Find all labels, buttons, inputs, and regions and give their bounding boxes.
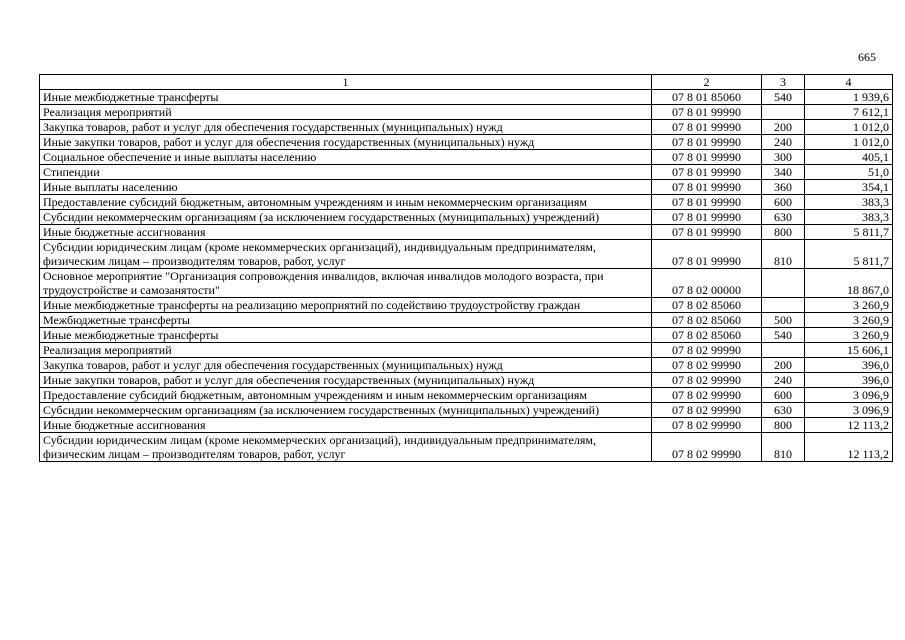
row-amount-cell: 396,0 <box>805 373 893 388</box>
row-amount-cell: 3 096,9 <box>805 388 893 403</box>
row-code-cell: 07 8 01 99990 <box>652 150 762 165</box>
row-amount-cell: 5 811,7 <box>805 225 893 240</box>
table-row <box>40 298 893 313</box>
row-amount-cell: 3 260,9 <box>805 298 893 313</box>
row-code-cell: 07 8 02 85060 <box>652 298 762 313</box>
table-row <box>40 388 893 403</box>
row-amount-cell: 51,0 <box>805 165 893 180</box>
table-row <box>40 120 893 135</box>
row-expense-type-cell: 810 <box>762 240 805 269</box>
row-name-cell: Иные выплаты населению <box>40 180 652 195</box>
row-name-cell: Предоставление субсидий бюджетным, автономным учреждениям и иным некоммерческим организациям <box>40 388 652 403</box>
row-expense-type-cell: 500 <box>762 313 805 328</box>
row-code-cell: 07 8 01 99990 <box>652 105 762 120</box>
row-name-cell: Иные межбюджетные трансферты <box>40 328 652 343</box>
row-expense-type-cell: 600 <box>762 388 805 403</box>
column-header-name: 1 <box>40 75 652 90</box>
table-row <box>40 313 893 328</box>
row-amount-cell: 396,0 <box>805 358 893 373</box>
row-name-cell: Субсидии юридическим лицам (кроме некоммерческих организаций), индивидуальным предпринимателям, физическим лицам – производителям товаров, работ, услуг <box>40 433 652 462</box>
row-code-cell: 07 8 01 99990 <box>652 225 762 240</box>
row-amount-cell: 3 260,9 <box>805 328 893 343</box>
row-name-cell: Субсидии юридическим лицам (кроме некоммерческих организаций), индивидуальным предпринимателям, физическим лицам – производителям товаров, работ, услуг <box>40 240 652 269</box>
row-name-cell: Предоставление субсидий бюджетным, автономным учреждениям и иным некоммерческим организациям <box>40 195 652 210</box>
table-row <box>40 210 893 225</box>
row-name-cell: Закупка товаров, работ и услуг для обеспечения государственных (муниципальных) нужд <box>40 120 652 135</box>
row-expense-type-cell: 540 <box>762 328 805 343</box>
table-row <box>40 105 893 120</box>
table-header-row <box>40 75 893 90</box>
row-code-cell: 07 8 02 99990 <box>652 373 762 388</box>
row-amount-cell: 15 606,1 <box>805 343 893 358</box>
table-row <box>40 418 893 433</box>
row-expense-type-cell: 800 <box>762 225 805 240</box>
row-amount-cell: 1 012,0 <box>805 135 893 150</box>
table-row <box>40 269 893 298</box>
row-amount-cell: 18 867,0 <box>805 269 893 298</box>
row-code-cell: 07 8 01 99990 <box>652 195 762 210</box>
row-code-cell: 07 8 02 99990 <box>652 403 762 418</box>
table-row <box>40 240 893 269</box>
row-name-cell: Иные бюджетные ассигнования <box>40 225 652 240</box>
column-header-expense-type: 3 <box>762 75 805 90</box>
row-amount-cell: 1 012,0 <box>805 120 893 135</box>
row-amount-cell: 5 811,7 <box>805 240 893 269</box>
table-row <box>40 373 893 388</box>
row-code-cell: 07 8 02 99990 <box>652 388 762 403</box>
row-amount-cell: 12 113,2 <box>805 433 893 462</box>
table-row <box>40 433 893 462</box>
row-code-cell: 07 8 02 85060 <box>652 313 762 328</box>
row-code-cell: 07 8 02 85060 <box>652 328 762 343</box>
table-row <box>40 180 893 195</box>
table-row <box>40 150 893 165</box>
row-amount-cell: 383,3 <box>805 195 893 210</box>
table-row <box>40 225 893 240</box>
row-expense-type-cell: 800 <box>762 418 805 433</box>
row-code-cell: 07 8 01 99990 <box>652 210 762 225</box>
row-amount-cell: 405,1 <box>805 150 893 165</box>
row-name-cell: Реализация мероприятий <box>40 343 652 358</box>
row-name-cell: Иные межбюджетные трансферты <box>40 90 652 105</box>
row-name-cell: Закупка товаров, работ и услуг для обеспечения государственных (муниципальных) нужд <box>40 358 652 373</box>
row-amount-cell: 3 096,9 <box>805 403 893 418</box>
row-code-cell: 07 8 02 00000 <box>652 269 762 298</box>
table-row <box>40 343 893 358</box>
row-code-cell: 07 8 01 99990 <box>652 135 762 150</box>
row-amount-cell: 12 113,2 <box>805 418 893 433</box>
row-code-cell: 07 8 01 99990 <box>652 120 762 135</box>
row-code-cell: 07 8 02 99990 <box>652 433 762 462</box>
row-name-cell: Основное мероприятие "Организация сопровождения инвалидов, включая инвалидов молодого возраста, при трудоустройстве и самозанятости" <box>40 269 652 298</box>
page-number: 665 <box>858 50 876 64</box>
row-expense-type-cell: 240 <box>762 373 805 388</box>
row-expense-type-cell: 630 <box>762 403 805 418</box>
row-amount-cell: 383,3 <box>805 210 893 225</box>
table-row <box>40 403 893 418</box>
row-amount-cell: 1 939,6 <box>805 90 893 105</box>
row-expense-type-cell: 600 <box>762 195 805 210</box>
row-name-cell: Субсидии некоммерческим организациям (за исключением государственных (муниципальных) учреждений) <box>40 403 652 418</box>
row-expense-type-cell: 240 <box>762 135 805 150</box>
row-name-cell: Реализация мероприятий <box>40 105 652 120</box>
row-code-cell: 07 8 01 99990 <box>652 240 762 269</box>
row-name-cell: Иные закупки товаров, работ и услуг для обеспечения государственных (муниципальных) нужд <box>40 373 652 388</box>
row-code-cell: 07 8 02 99990 <box>652 418 762 433</box>
table-row <box>40 165 893 180</box>
row-expense-type-cell: 300 <box>762 150 805 165</box>
row-expense-type-cell: 200 <box>762 358 805 373</box>
row-code-cell: 07 8 01 99990 <box>652 165 762 180</box>
row-name-cell: Межбюджетные трансферты <box>40 313 652 328</box>
table-row <box>40 195 893 210</box>
row-expense-type-cell <box>762 269 805 298</box>
row-code-cell: 07 8 01 99990 <box>652 180 762 195</box>
row-expense-type-cell <box>762 105 805 120</box>
row-code-cell: 07 8 02 99990 <box>652 343 762 358</box>
table-row <box>40 358 893 373</box>
row-amount-cell: 3 260,9 <box>805 313 893 328</box>
budget-table <box>39 74 893 462</box>
table-row <box>40 135 893 150</box>
table-row <box>40 90 893 105</box>
row-expense-type-cell: 630 <box>762 210 805 225</box>
row-name-cell: Иные межбюджетные трансферты на реализацию мероприятий по содействию трудоустройству граждан <box>40 298 652 313</box>
row-name-cell: Стипендии <box>40 165 652 180</box>
row-expense-type-cell: 810 <box>762 433 805 462</box>
row-expense-type-cell <box>762 343 805 358</box>
row-expense-type-cell: 340 <box>762 165 805 180</box>
row-code-cell: 07 8 02 99990 <box>652 358 762 373</box>
table-row <box>40 328 893 343</box>
row-name-cell: Субсидии некоммерческим организациям (за исключением государственных (муниципальных) учреждений) <box>40 210 652 225</box>
row-expense-type-cell: 360 <box>762 180 805 195</box>
row-name-cell: Иные бюджетные ассигнования <box>40 418 652 433</box>
row-amount-cell: 354,1 <box>805 180 893 195</box>
row-expense-type-cell: 200 <box>762 120 805 135</box>
row-expense-type-cell <box>762 298 805 313</box>
column-header-amount: 4 <box>805 75 893 90</box>
row-name-cell: Иные закупки товаров, работ и услуг для обеспечения государственных (муниципальных) нужд <box>40 135 652 150</box>
row-amount-cell: 7 612,1 <box>805 105 893 120</box>
row-name-cell: Социальное обеспечение и иные выплаты населению <box>40 150 652 165</box>
column-header-code: 2 <box>652 75 762 90</box>
row-expense-type-cell: 540 <box>762 90 805 105</box>
row-code-cell: 07 8 01 85060 <box>652 90 762 105</box>
